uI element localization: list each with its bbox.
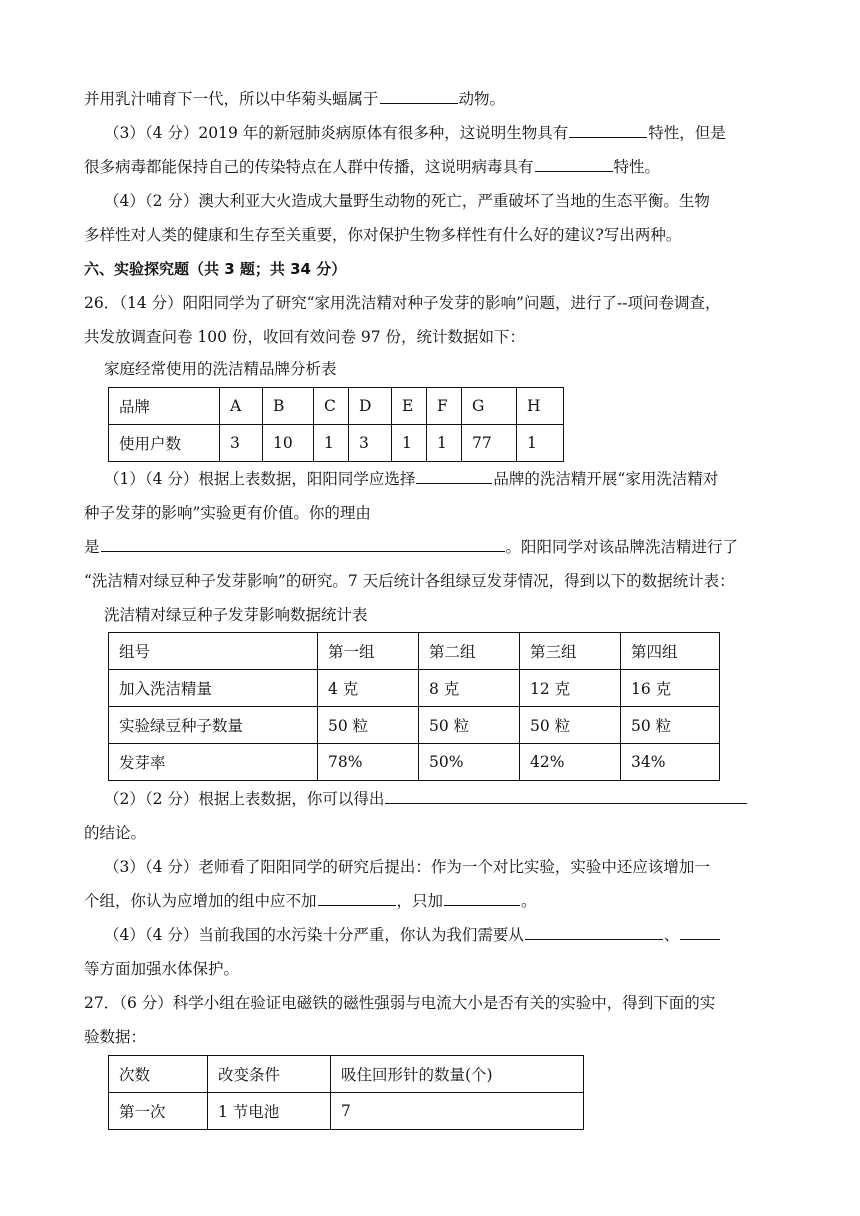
table-row <box>109 425 564 462</box>
table-cell: 50 粒 <box>621 707 720 744</box>
table-cell: 加入洗洁精量 <box>109 670 318 707</box>
brand-table <box>108 387 564 462</box>
q26-part2-line2: 的结论。 <box>84 824 147 842</box>
table-cell: 78% <box>318 744 419 781</box>
q26-part4-line2: 等方面加强水体保护。 <box>84 960 240 978</box>
table-cell: 实验绿豆种子数量 <box>109 707 318 744</box>
table-cell: 吸住回形针的数量(个) <box>331 1056 584 1093</box>
answer-blank[interactable] <box>680 923 720 940</box>
q25-part4-line1: （4）（2 分）澳大利亚大火造成大量野生动物的死亡，严重破坏了当地的生态平衡。生物 <box>104 192 710 210</box>
electromagnet-table <box>108 1055 584 1130</box>
q25-p3-line2-prefix: 很多病毒都能保持自己的传染特点在人群中传播，这说明病毒具有 <box>84 158 534 176</box>
table-row <box>109 388 564 425</box>
q25-p3-prefix: （3）（4 分）2019 年的新冠肺炎病原体有很多种，这说明生物具有 <box>104 124 569 142</box>
table-cell: D <box>349 388 392 425</box>
table-row <box>109 633 720 670</box>
table-cell: 使用户数 <box>109 425 220 462</box>
answer-blank[interactable] <box>535 155 613 172</box>
table-cell: E <box>392 388 427 425</box>
table-cell: 发芽率 <box>109 744 318 781</box>
table-cell: B <box>263 388 314 425</box>
q25-p3-mid: 特性，但是 <box>648 124 726 142</box>
q25-line1-after: 动物。 <box>458 90 506 108</box>
q25-part4-line2: 多样性对人类的健康和生存至关重要，你对保护生物多样性有什么好的建议?写出两种。 <box>84 226 682 244</box>
table-cell: 1 <box>427 425 462 462</box>
q26-intro-line1: 26．（14 分）阳阳同学为了研究“家用洗洁精对种子发芽的影响”问题，进行了--项问卷调查， <box>84 294 721 312</box>
table-row <box>109 670 720 707</box>
answer-blank[interactable] <box>525 923 663 940</box>
answer-blank[interactable] <box>444 889 520 906</box>
table-cell: 12 克 <box>520 670 621 707</box>
table-cell: 第二组 <box>419 633 520 670</box>
table-cell: 改变条件 <box>208 1056 331 1093</box>
section-heading: 六、实验探究题（共 3 题；共 34 分） <box>84 260 347 278</box>
q25-line1 <box>84 87 505 111</box>
table-cell: 1 <box>517 425 564 462</box>
germination-table <box>108 632 720 781</box>
answer-blank[interactable] <box>385 787 747 804</box>
q26-part1-line2: 种子发芽的影响”实验更有价值。你的理由 <box>84 504 371 522</box>
table-cell: C <box>314 388 349 425</box>
table-cell: 第四组 <box>621 633 720 670</box>
table-cell: 组号 <box>109 633 318 670</box>
table-cell: 10 <box>263 425 314 462</box>
q26-intro-line2: 共发放调查问卷 100 份，收回有效问卷 97 份，统计数据如下： <box>84 328 526 346</box>
q26-part2-line1 <box>104 787 748 811</box>
table-cell: 8 克 <box>419 670 520 707</box>
table-cell: 第三组 <box>520 633 621 670</box>
q27-intro-line2: 验数据： <box>84 1028 147 1046</box>
table-cell: 1 节电池 <box>208 1093 331 1130</box>
q26-p3-line2-mid: ，只加 <box>396 892 444 910</box>
q26-p4-mid: 、 <box>663 926 680 944</box>
q26-p2-prefix: （2）（2 分）根据上表数据，你可以得出 <box>104 790 385 808</box>
q26-p3-line2-after: 。 <box>521 892 537 910</box>
table-cell: 1 <box>392 425 427 462</box>
q25-part3-line1 <box>104 121 726 145</box>
table-cell: 次数 <box>109 1056 208 1093</box>
table-cell: 42% <box>520 744 621 781</box>
answer-blank[interactable] <box>380 87 458 104</box>
table-cell: 16 克 <box>621 670 720 707</box>
answer-blank[interactable] <box>569 121 647 138</box>
table-cell: 50 粒 <box>419 707 520 744</box>
answer-blank[interactable] <box>318 889 396 906</box>
table-cell: 7 <box>331 1093 584 1130</box>
q26-part1-line4: “洗洁精对绿豆种子发芽影响”的研究。7 天后统计各组绿豆发芽情况，得到以下的数据统计表： <box>84 572 735 590</box>
table-cell: F <box>427 388 462 425</box>
q26-p1-prefix: （1）（4 分）根据上表数据，阳阳同学应选择 <box>104 470 416 488</box>
q26-p1-line3-prefix: 是 <box>84 538 100 556</box>
q25-part3-line2 <box>84 155 660 179</box>
q26-p4-prefix: （4）（4 分）当前我国的水污染十分严重，你认为我们需要从 <box>104 926 524 944</box>
q26-part1-line3 <box>84 535 738 559</box>
table-row <box>109 1093 584 1130</box>
q26-p1-line3-after: 。阳阳同学对该品牌洗洁精进行了 <box>505 538 739 556</box>
q25-line1-text: 并用乳汁哺育下一代，所以中华菊头蝠属于 <box>84 90 379 108</box>
table-cell: 34% <box>621 744 720 781</box>
answer-blank[interactable] <box>416 467 492 484</box>
table2-caption: 洗洁精对绿豆种子发芽影响数据统计表 <box>104 606 368 624</box>
table-row <box>109 1056 584 1093</box>
table-cell: 50 粒 <box>520 707 621 744</box>
table-cell: 第一次 <box>109 1093 208 1130</box>
table-cell: 品牌 <box>109 388 220 425</box>
table-cell: 77 <box>462 425 517 462</box>
table-cell: 3 <box>349 425 392 462</box>
table-cell: A <box>220 388 263 425</box>
table1-caption: 家庭经常使用的洗洁精品牌分析表 <box>104 360 337 378</box>
table-cell: 50% <box>419 744 520 781</box>
q26-part4-line1 <box>104 923 721 947</box>
table-cell: 4 克 <box>318 670 419 707</box>
q26-p3-line2-prefix: 个组，你认为应增加的组中应不加 <box>84 892 317 910</box>
answer-blank[interactable] <box>101 535 505 552</box>
q26-part3-line2 <box>84 889 537 913</box>
q27-intro-line1: 27．（6 分）科学小组在验证电磁铁的磁性强弱与电流大小是否有关的实验中，得到下面的实 <box>84 994 716 1012</box>
q26-p1-after: 品牌的洗洁精开展“家用洗洁精对 <box>493 470 719 488</box>
q26-part1-line1 <box>104 467 718 491</box>
table-cell: 1 <box>314 425 349 462</box>
table-cell: G <box>462 388 517 425</box>
table-row <box>109 744 720 781</box>
table-cell: 第一组 <box>318 633 419 670</box>
table-row <box>109 707 720 744</box>
table-cell: H <box>517 388 564 425</box>
q25-p3-line2-after: 特性。 <box>613 158 661 176</box>
table-cell: 50 粒 <box>318 707 419 744</box>
q26-part3-line1: （3）（4 分）老师看了阳阳同学的研究后提出：作为一个对比实验，实验中还应该增加一 <box>104 858 710 876</box>
table-cell: 3 <box>220 425 263 462</box>
